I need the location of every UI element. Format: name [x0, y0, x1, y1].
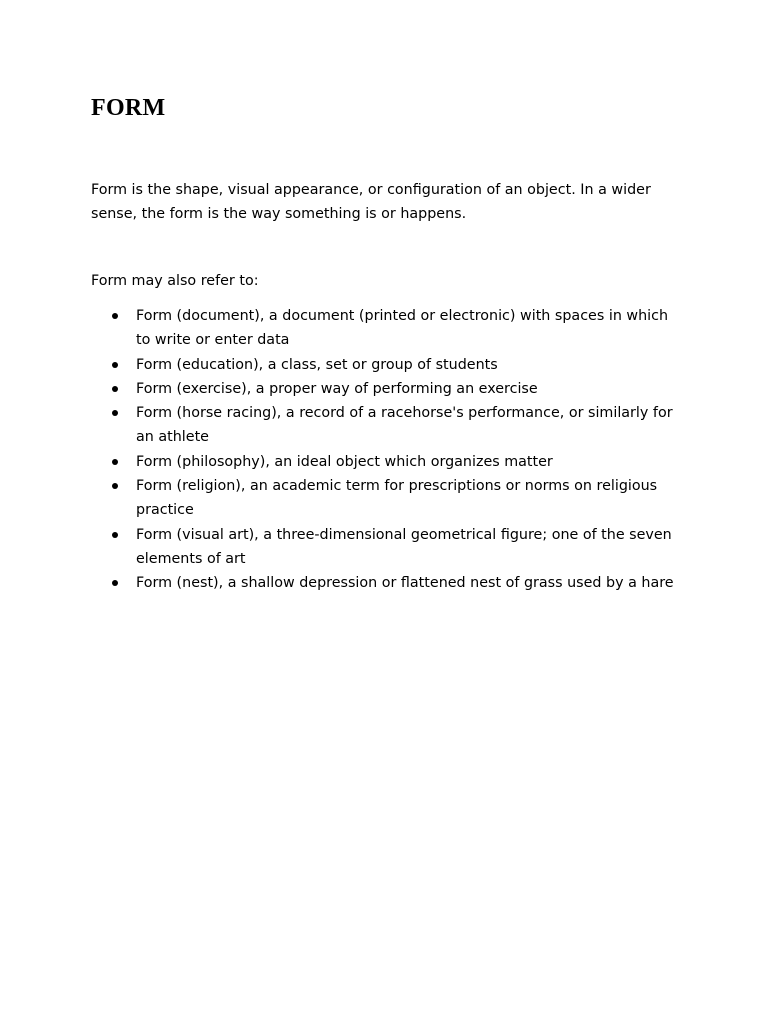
list-item-line: Form (document), a document (printed or electronic) with spaces in which [136, 308, 669, 324]
page-title: FORM [91, 95, 166, 121]
list-item-line: elements of art [136, 550, 246, 567]
bullet-list [91, 304, 691, 596]
bullet-icon [112, 580, 118, 586]
list-item [91, 450, 691, 474]
list-item-line: Form (education), a class, set or group of students [136, 356, 498, 373]
list-item [91, 304, 691, 353]
list-item [91, 377, 691, 401]
bullet-icon [112, 386, 118, 392]
list-item-line: Form (philosophy), an ideal object which organizes matter [136, 453, 553, 470]
list-item-line: to write or enter data [136, 332, 290, 349]
list-item-line: Form (religion), an academic term for prescriptions or norms on religious [136, 478, 658, 495]
list-item-line: Form (exercise), a proper way of performing an exercise [136, 380, 538, 397]
intro-paragraph [91, 178, 691, 227]
bullet-icon [112, 362, 118, 368]
list-item [91, 353, 691, 377]
list-item-line: Form (horse racing), a record of a racehorse's performance, or similarly for [136, 405, 673, 422]
bullet-icon [112, 532, 118, 538]
list-item [91, 474, 691, 523]
list-item [91, 571, 691, 595]
list-item [91, 523, 691, 572]
bullet-icon [112, 459, 118, 465]
list-item-line: practice [136, 502, 194, 519]
bullet-icon [112, 410, 118, 416]
bullet-icon [112, 483, 118, 489]
intro-line: sense, the form is the way something is or happens. [91, 206, 467, 223]
bullet-icon [112, 313, 118, 319]
list-item-line: Form (visual art), a three-dimensional geometrical figure; one of the seven [136, 526, 672, 543]
list-item-line: an athlete [136, 429, 209, 446]
list-lead-text: Form may also refer to: [91, 273, 259, 289]
list-item-line: Form (nest), a shallow depression or flattened nest of grass used by a hare [136, 575, 674, 592]
intro-line: Form is the shape, visual appearance, or configuration of an object. In a wider [91, 182, 651, 198]
list-item [91, 401, 691, 450]
